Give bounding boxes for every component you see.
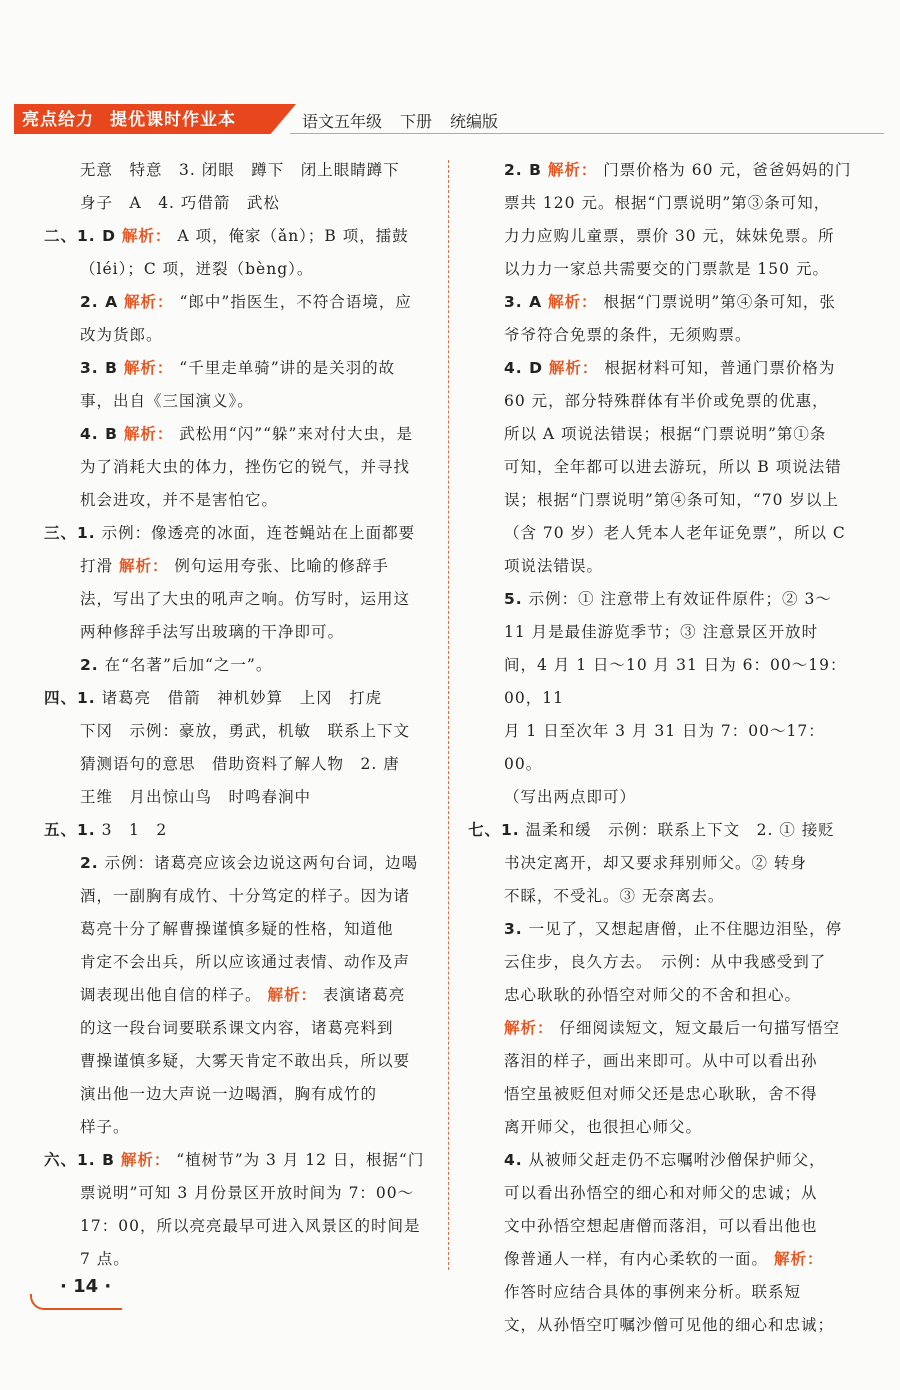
analysis-label: 解析： [124, 293, 174, 311]
question-number: 4. D [504, 359, 543, 377]
brand-series: 提优课时作业本 [110, 110, 236, 130]
answer-text: 从被师父赶走仍不忘嘱咐沙僧保护师父， [528, 1151, 826, 1169]
answer-line [468, 1111, 860, 1144]
answer-text: 表演诸葛亮 [322, 986, 406, 1004]
answer-text: 的这一段台词要联系课文内容，诸葛亮料到 [80, 1019, 394, 1037]
question-number: 七、1. [468, 821, 520, 839]
answer-text: 打滑 [80, 557, 114, 575]
answer-text: 以力力一家总共需要交的门票款是 150 元。 [504, 260, 829, 278]
analysis-label: 解析： [547, 161, 598, 179]
question-number: 5. [504, 590, 523, 608]
answer-line [468, 418, 860, 451]
answer-line [468, 1045, 860, 1078]
answer-text: 离开师父，也很担心师父。 [504, 1118, 703, 1136]
column-divider [448, 160, 449, 1270]
answer-text: “植树节”为 3 月 12 日，根据“门 [176, 1151, 425, 1169]
answer-text: 项说法错误。 [504, 557, 604, 575]
answer-text: 可知，全年都可以进去游玩，所以 B 项说法错 [504, 458, 842, 476]
answer-text: 悟空虽被贬但对师父还是忠心耿耿，舍不得 [504, 1085, 818, 1103]
answer-text: A 项，俺家（ǎn）；B 项，擂鼓 [177, 227, 409, 245]
answer-line [44, 550, 436, 583]
volume-label: 下册 [400, 112, 433, 131]
answer-text: 云住步，良久方去。 示例：从中我感受到了 [504, 953, 827, 971]
answer-text: （含 70 岁）老人凭本人老年证免票”，所以 C [504, 524, 846, 542]
answer-text: （léi）；C 项，迸裂（bèng）。 [80, 260, 314, 278]
answer-text: 在“名著”后加“之一”。 [104, 656, 273, 674]
answer-text: 仔细阅读短文，短文最后一句描写悟空 [559, 1019, 840, 1037]
answer-line [468, 847, 860, 880]
answer-line [44, 583, 436, 616]
answer-line [44, 319, 436, 352]
answer-line [468, 484, 860, 517]
answer-line [44, 1177, 436, 1210]
answer-line [44, 781, 436, 814]
answer-text: 门票价格为 60 元，爸爸妈妈的门 [603, 161, 852, 179]
answer-text: 葛亮十分了解曹操谨慎多疑的性格，知道他 [80, 920, 394, 938]
answer-text: 间，4 月 1 日～10 月 31 日为 6：00～19：00，11 [504, 656, 847, 707]
answer-line [468, 451, 860, 484]
answer-line [44, 748, 436, 781]
question-number: 2. B [504, 161, 542, 179]
answer-text: 票共 120 元。根据“门票说明”第③条可知， [504, 194, 831, 212]
answer-line [468, 1144, 860, 1177]
question-number: 3. [504, 920, 523, 938]
answer-text: 17：00，所以亮亮最早可进入风景区的时间是 [80, 1217, 421, 1235]
answer-text: 酒，一副胸有成竹、十分笃定的样子。因为诸 [80, 887, 411, 905]
answer-line [44, 946, 436, 979]
answer-text: 落泪的样子，画出来即可。从中可以看出孙 [504, 1052, 818, 1070]
answer-text: 法，写出了大虫的吼声之响。仿写时，运用这 [80, 590, 411, 608]
answer-line [44, 979, 436, 1012]
answer-line [468, 1309, 860, 1342]
analysis-label: 解析： [123, 425, 174, 443]
subject-label: 语文五年级 [302, 112, 383, 131]
answer-line [44, 1144, 436, 1177]
question-number: 4. [504, 1151, 523, 1169]
answer-line [44, 682, 436, 715]
question-number: 2. [80, 656, 99, 674]
answer-line [468, 517, 860, 550]
answer-line [468, 583, 860, 616]
answer-line [468, 649, 860, 715]
answer-line [468, 946, 860, 979]
answer-line [468, 814, 860, 847]
answer-line [468, 1276, 860, 1309]
answer-text: 像普通人一样，有内心柔软的一面。 [504, 1250, 769, 1268]
answer-line [44, 1012, 436, 1045]
right-column [468, 154, 860, 1342]
header-brand [22, 107, 252, 133]
answer-text: 无意 特意 3. 闭眼 蹲下 闭上眼睛蹲下 [80, 161, 400, 179]
answer-line [44, 814, 436, 847]
answer-text: 下冈 示例：豪放，勇武，机敏 联系上下文 [80, 722, 411, 740]
left-column [44, 154, 436, 1276]
answer-line [468, 1078, 860, 1111]
answer-text: 力力应购儿童票，票价 30 元，妹妹免票。所 [504, 227, 835, 245]
answer-text: 误；根据“门票说明”第④条可知，“70 岁以上 [504, 491, 839, 509]
answer-line [44, 220, 436, 253]
answer-text: 爷爷符合免票的条件，无须购票。 [504, 326, 752, 344]
answer-text: 事，出自《三国演义》。 [80, 392, 254, 410]
question-number: 2. [80, 854, 99, 872]
answer-line [468, 220, 860, 253]
analysis-label: 解析： [773, 1250, 824, 1268]
answer-text: 11 月是最佳游览季节；③ 注意景区开放时 [504, 623, 819, 641]
analysis-label: 解析： [121, 227, 172, 245]
answer-text: 猜测语句的意思 借助资料了解人物 2. 唐 [80, 755, 400, 773]
answer-text: 忠心耿耿的孙悟空对师父的不舍和担心。 [504, 986, 802, 1004]
answer-line [468, 319, 860, 352]
question-number: 五、1. [44, 821, 96, 839]
answer-line [468, 187, 860, 220]
answer-line [468, 616, 860, 649]
answer-line [468, 253, 860, 286]
answer-line [44, 649, 436, 682]
answer-text: 机会进攻，并不是害怕它。 [80, 491, 279, 509]
answer-text: 两种修辞手法写出玻璃的干净即可。 [80, 623, 345, 641]
answer-line [44, 616, 436, 649]
answer-text: 根据“门票说明”第④条可知，张 [603, 293, 836, 311]
answer-text: 曹操谨慎多疑，大雾天肯定不敢出兵，所以要 [80, 1052, 411, 1070]
answer-text: 肯定不会出兵，所以应该通过表情、动作及声 [80, 953, 411, 971]
brand-name: 亮点给力 [22, 110, 94, 130]
answer-line [44, 352, 436, 385]
answer-line [468, 715, 860, 781]
header-meta [302, 110, 516, 134]
answer-line [44, 1111, 436, 1144]
answer-text: 作答时应结合具体的事例来分析。联系短 [504, 1283, 802, 1301]
question-number: 4. B [80, 425, 118, 443]
answer-text: 样子。 [80, 1118, 130, 1136]
answer-line [44, 187, 436, 220]
answer-text: 示例：像透亮的冰面，连苍蝇站在上面都要 [101, 524, 416, 542]
answer-line [44, 1243, 436, 1276]
answer-line [44, 517, 436, 550]
question-number: 3. A [504, 293, 543, 311]
answer-text: 王维 月出惊山鸟 时鸣春涧中 [80, 788, 312, 806]
answer-text: 身子 A 4. 巧借箭 武松 [80, 194, 280, 212]
answer-line [44, 484, 436, 517]
answer-text: 为了消耗大虫的体力，挫伤它的锐气，并寻找 [80, 458, 411, 476]
answer-line [468, 286, 860, 319]
answer-line [468, 880, 860, 913]
answer-line [468, 550, 860, 583]
answer-text: 调表现出他自信的样子。 [80, 986, 262, 1004]
answer-text: 书决定离开，却又要求拜别师父。② 转身 [504, 854, 807, 872]
answer-line [468, 154, 860, 187]
analysis-label: 解析： [267, 986, 317, 1004]
answer-line [468, 1012, 860, 1045]
answer-text: 改为货郎。 [80, 326, 163, 344]
answer-text: 7 点。 [80, 1250, 130, 1268]
analysis-label: 解析： [123, 359, 174, 377]
answer-text: “郎中”指医生，不符合语境，应 [179, 293, 412, 311]
answer-text: 例句运用夸张、比喻的修辞手 [174, 557, 389, 575]
answer-line [468, 1243, 860, 1276]
answer-text: 示例：① 注意带上有效证件原件；② 3～ [528, 590, 832, 608]
question-number: 六、1. B [44, 1151, 115, 1169]
question-number: 2. A [80, 293, 119, 311]
answer-text: 60 元，部分特殊群体有半价或免票的优惠， [504, 392, 829, 410]
question-number: 三、1. [44, 524, 96, 542]
answer-line [44, 451, 436, 484]
answer-line [468, 385, 860, 418]
question-number: 3. B [80, 359, 118, 377]
answer-line [44, 253, 436, 286]
edition-label: 统编版 [450, 112, 499, 131]
answer-text: 示例：诸葛亮应该会边说这两句台词，边喝 [104, 854, 419, 872]
answer-text: （写出两点即可） [504, 788, 637, 806]
answer-line [44, 1078, 436, 1111]
question-number: 四、1. [44, 689, 96, 707]
answer-line [44, 154, 436, 187]
analysis-label: 解析： [120, 1151, 171, 1169]
answer-text: “千里走单骑”讲的是关羽的故 [179, 359, 396, 377]
answer-text: 所以 A 项说法错误；根据“门票说明”第①条 [504, 425, 827, 443]
answer-line [468, 352, 860, 385]
answer-line [44, 385, 436, 418]
answer-line [44, 715, 436, 748]
answer-line [44, 418, 436, 451]
answer-line [468, 781, 860, 814]
answer-text: 武松用“闪”“躲”来对付大虫，是 [179, 425, 413, 443]
answer-line [44, 286, 436, 319]
answer-line [468, 1210, 860, 1243]
answer-line [44, 1045, 436, 1078]
answer-text: 票说明”可知 3 月份景区开放时间为 7：00～ [80, 1184, 415, 1202]
analysis-label: 解析： [504, 1019, 554, 1037]
answer-text: 诸葛亮 借箭 神机妙算 上冈 打虎 [101, 689, 383, 707]
answer-text: 可以看出孙悟空的细心和对师父的忠诚；从 [504, 1184, 818, 1202]
answer-text: 一见了，又想起唐僧，止不住腮边泪坠，停 [528, 920, 843, 938]
question-number: 二、1. D [44, 227, 116, 245]
analysis-label: 解析： [118, 557, 169, 575]
answer-line [468, 913, 860, 946]
answer-text: 3 1 2 [101, 821, 168, 839]
answer-line [44, 913, 436, 946]
analysis-label: 解析： [548, 293, 598, 311]
answer-text: 根据材料可知，普通门票价格为 [604, 359, 836, 377]
answer-text: 温柔和缓 示例：联系上下文 2. ① 接贬 [525, 821, 835, 839]
analysis-label: 解析： [548, 359, 599, 377]
answer-text: 月 1 日至次年 3 月 31 日为 7：00～17：00。 [504, 722, 825, 773]
answer-line [44, 880, 436, 913]
page-number: · 14 · [60, 1276, 112, 1297]
answer-line [44, 847, 436, 880]
answer-text: 演出他一边大声说一边喝酒，胸有成竹的 [80, 1085, 378, 1103]
answer-line [468, 979, 860, 1012]
answer-text: 文中孙悟空想起唐僧而落泪，可以看出他也 [504, 1217, 818, 1235]
answer-text: 不睬，不受礼。③ 无奈离去。 [504, 887, 725, 905]
answer-line [44, 1210, 436, 1243]
answer-text: 文，从孙悟空叮嘱沙僧可见他的细心和忠诚； [504, 1316, 835, 1334]
answer-line [468, 1177, 860, 1210]
header-rule [290, 133, 884, 134]
